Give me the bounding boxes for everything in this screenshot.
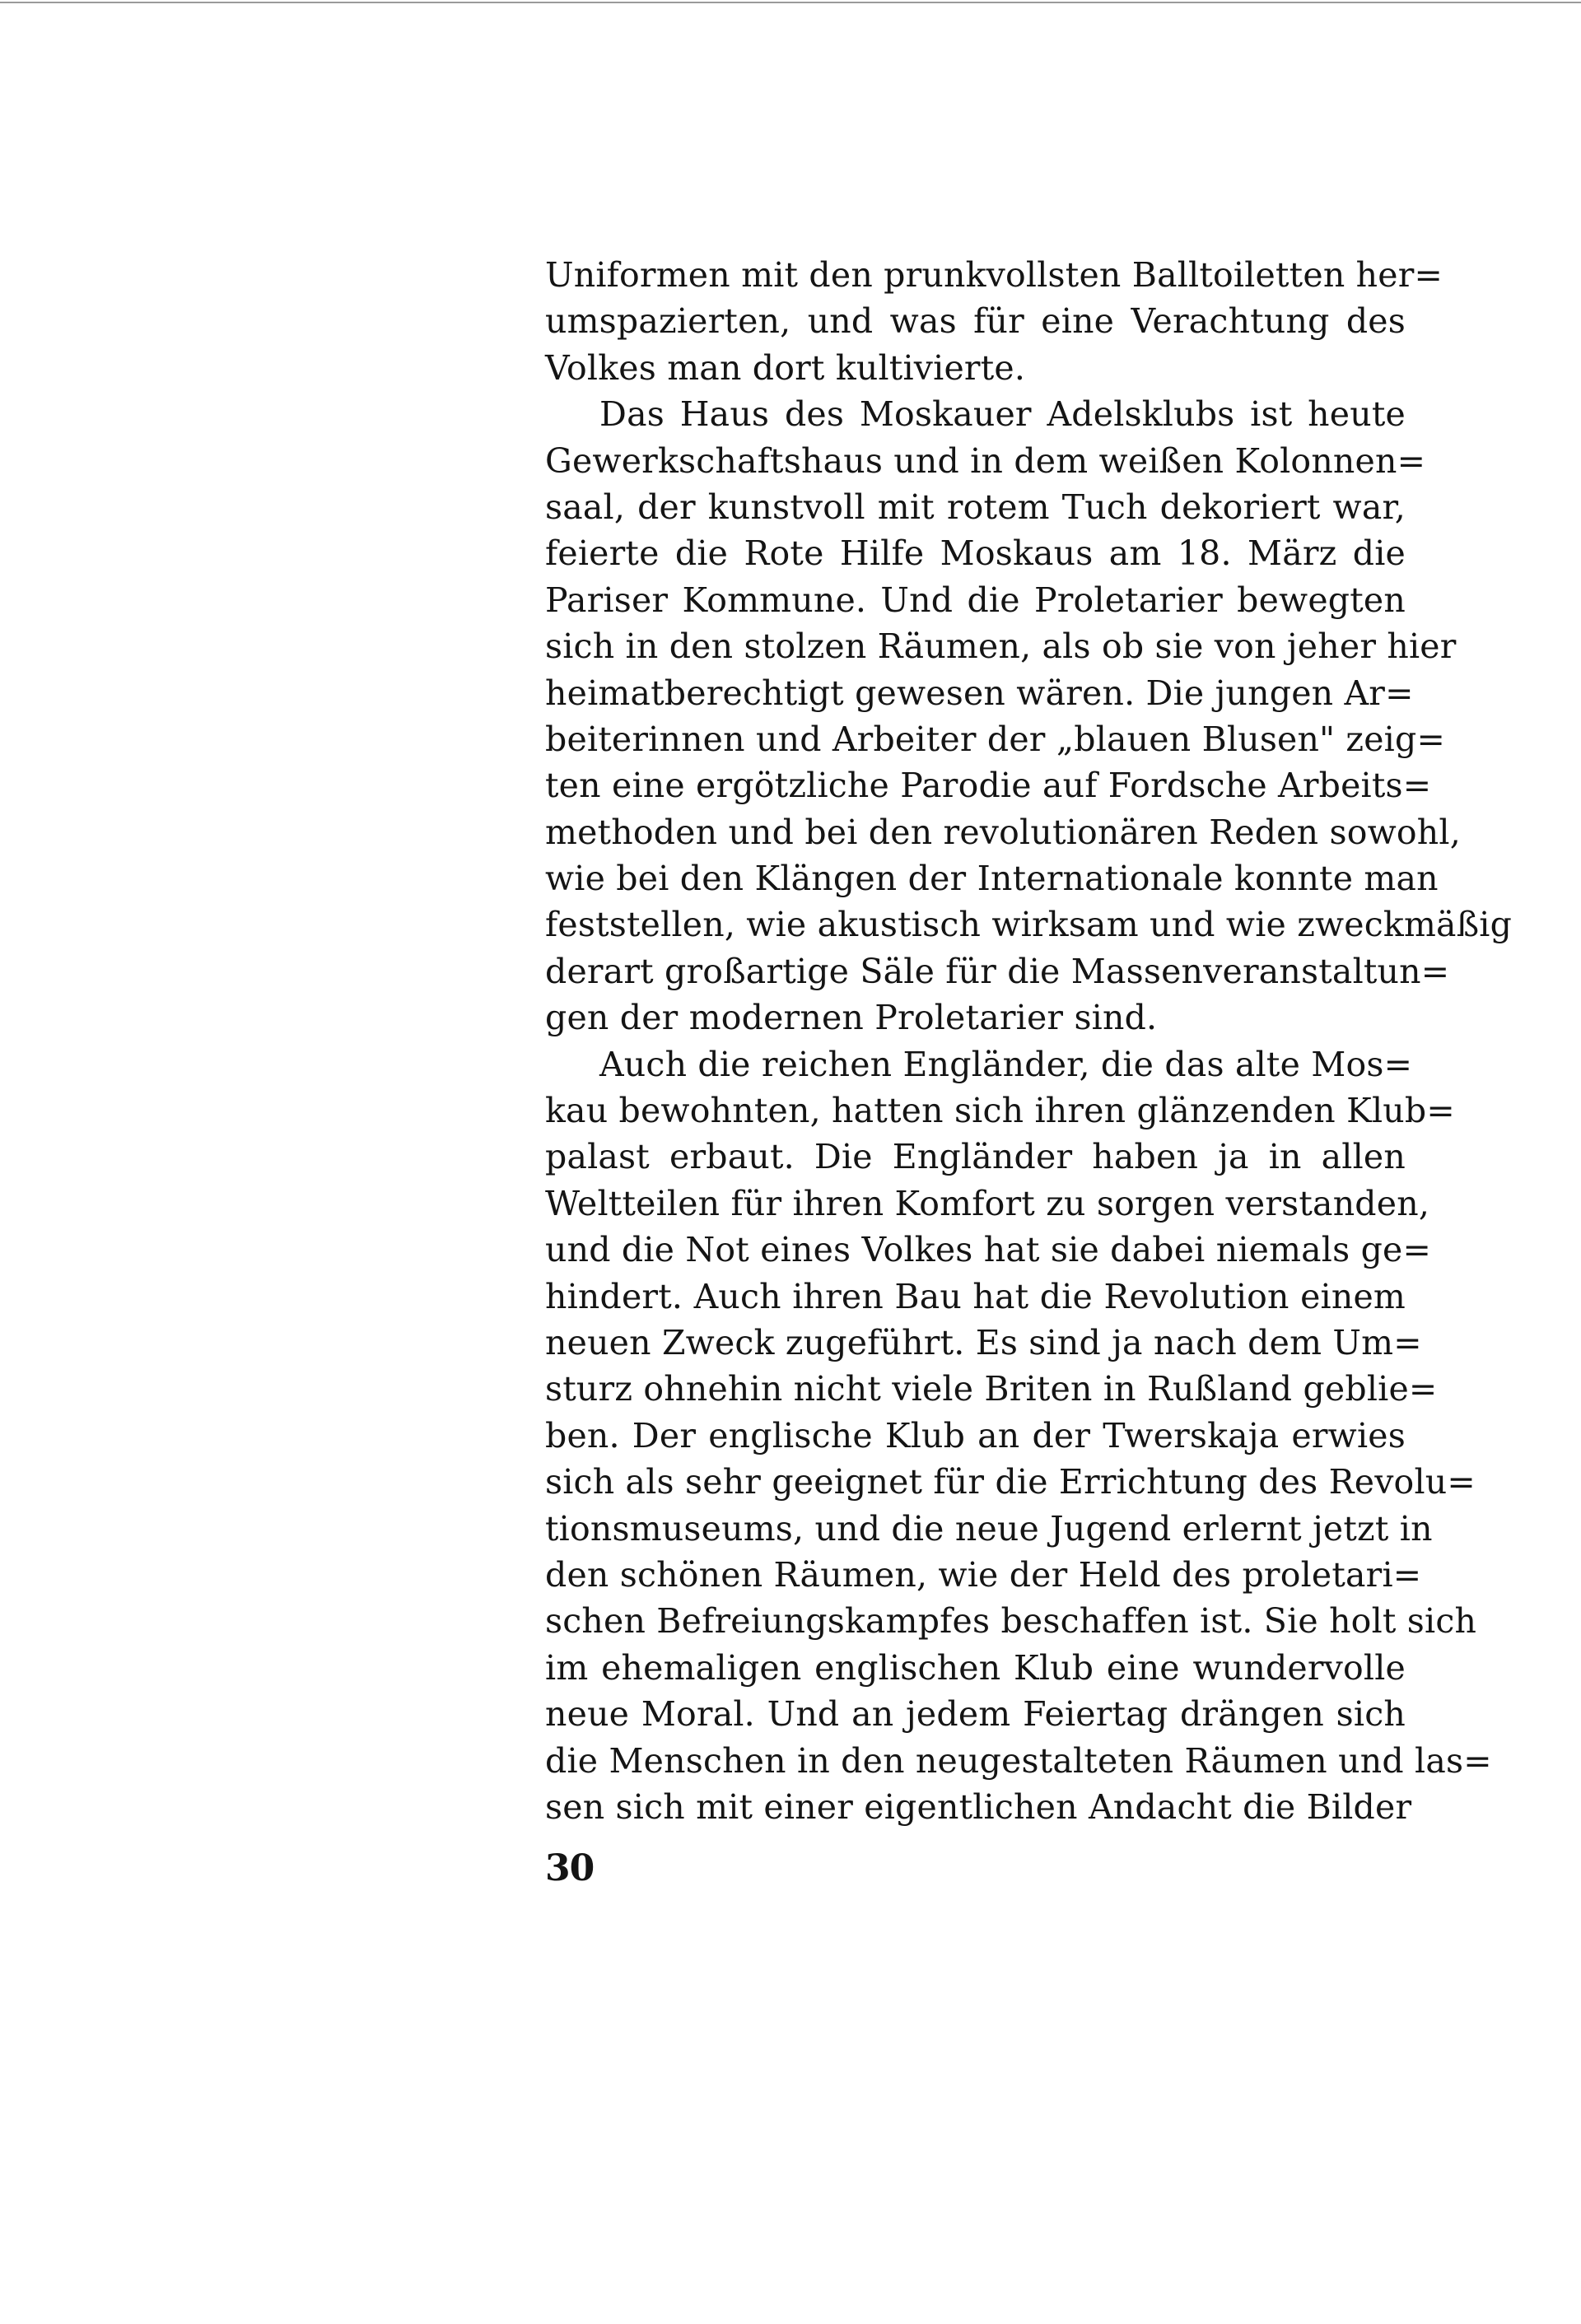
text-line: sich als sehr geeignet für die Errichtung des Revolu= (545, 1462, 1476, 1502)
text-line: kau bewohnten, hatten sich ihren glänzenden Klub= (545, 1091, 1455, 1131)
text-line: umspazierten, und was für eine Verachtung des (545, 301, 1406, 342)
text-line: im ehemaligen englischen Klub eine wundervolle (545, 1647, 1406, 1688)
text-line: derart großartige Säle für die Massenveranstaltun= (545, 951, 1450, 991)
text-line: gen der modernen Proletarier sind. (545, 998, 1158, 1038)
page-number: 30 (545, 1847, 595, 1889)
text-line: schen Befreiungskampfes beschaffen ist. Sie holt sich (545, 1601, 1477, 1642)
text-line: Uniformen mit den prunkvollsten Balltoiletten her= (545, 255, 1443, 295)
text-line: neue Moral. Und an jedem Feiertag drängen sich (545, 1694, 1406, 1735)
text-line: Pariser Kommune. Und die Proletarier bewegten (545, 580, 1406, 620)
page-top-rule (0, 2, 1581, 3)
text-line: saal, der kunstvoll mit rotem Tuch dekoriert war, (545, 487, 1406, 527)
text-line: palast erbaut. Die Engländer haben ja in allen (545, 1137, 1406, 1177)
text-line: sen sich mit einer eigentlichen Andacht die Bilder (545, 1786, 1412, 1827)
text-line: sturz ohnehin nicht viele Briten in Rußland geblie= (545, 1369, 1438, 1409)
text-line: beiterinnen und Arbeiter der „blauen Blusen" zeig= (545, 719, 1445, 759)
text-line: wie bei den Klängen der Internationale konnte man (545, 859, 1439, 899)
text-line: sich in den stolzen Räumen, als ob sie von jeher hier (545, 626, 1457, 667)
text-line: heimatberechtigt gewesen wären. Die jungen Ar= (545, 673, 1414, 713)
text-line: Auch die reichen Engländer, die das alte Mos= (599, 1044, 1413, 1084)
text-line: Volkes man dort kultivierte. (545, 347, 1026, 388)
text-line: methoden und bei den revolutionären Reden sowohl, (545, 812, 1461, 852)
text-line: neuen Zweck zugeführt. Es sind ja nach dem Um= (545, 1322, 1422, 1362)
text-line: feststellen, wie akustisch wirksam und wie zweckmäßig (545, 905, 1513, 945)
body-text (545, 252, 1513, 1830)
text-line: die Menschen in den neugestalteten Räumen und las= (545, 1740, 1492, 1781)
text-line: ten eine ergötzliche Parodie auf Fordsche Arbeits= (545, 766, 1432, 806)
text-line: ben. Der englische Klub an der Twerskaja erwies (545, 1415, 1406, 1455)
text-line: den schönen Räumen, wie der Held des proletari= (545, 1554, 1422, 1595)
text-line: hindert. Auch ihren Bau hat die Revolution einem (545, 1276, 1406, 1316)
text-line: Weltteilen für ihren Komfort zu sorgen verstanden, (545, 1183, 1430, 1223)
text-line: und die Not eines Volkes hat sie dabei niemals ge= (545, 1230, 1432, 1270)
text-line: feierte die Rote Hilfe Moskaus am 18. März die (545, 533, 1406, 574)
text-line: tionsmuseums, und die neue Jugend erlernt jetzt in (545, 1508, 1433, 1549)
text-line: Gewerkschaftshaus und in dem weißen Kolonnen= (545, 440, 1426, 481)
text-line: Das Haus des Moskauer Adelsklubs ist heute (599, 394, 1406, 435)
